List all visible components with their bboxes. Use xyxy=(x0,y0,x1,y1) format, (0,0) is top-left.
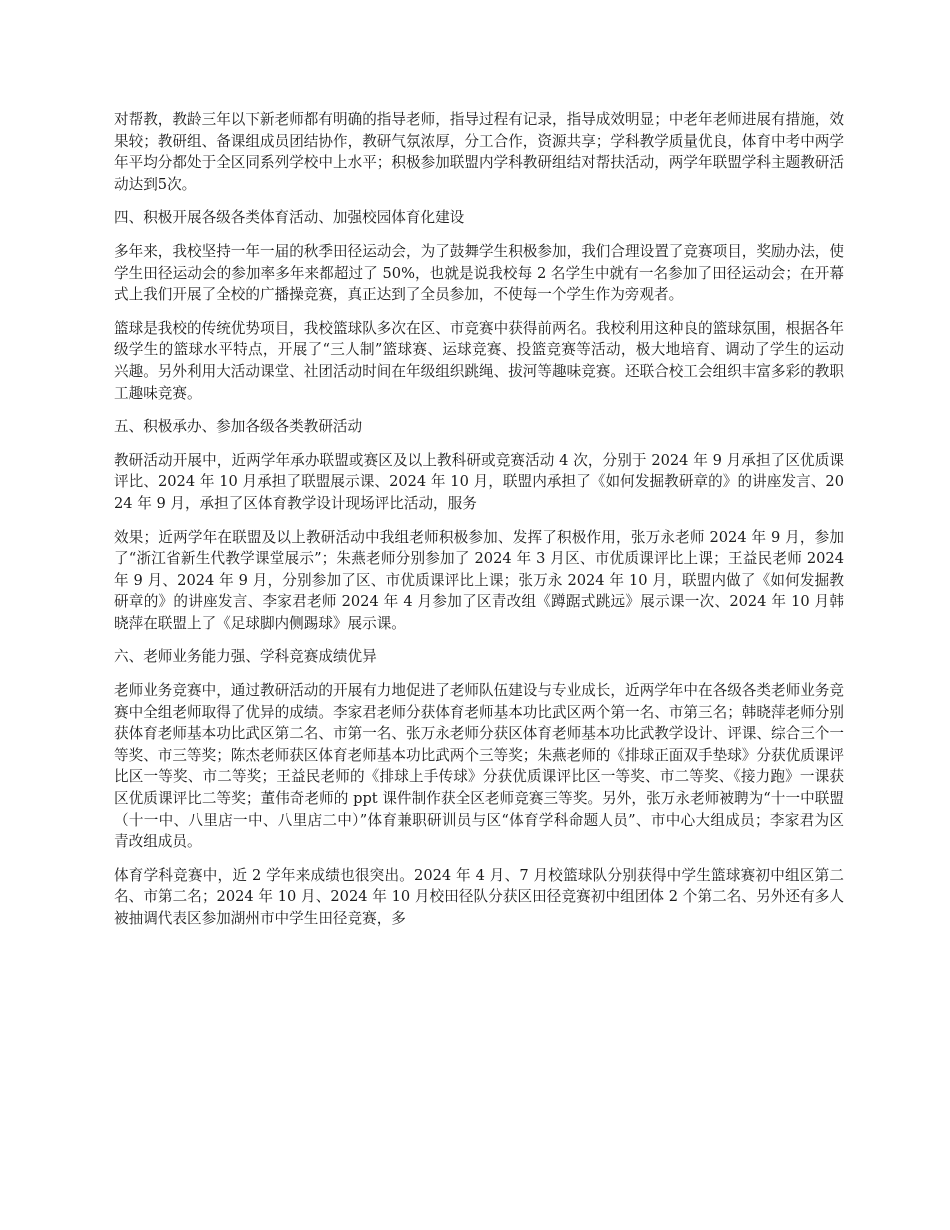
section-heading-6: 六、老师业务能力强、学科竞赛成绩优异 xyxy=(114,648,377,666)
paragraph-mentoring: 对帮教，教龄三年以下新老师都有明确的指导老师，指导过程有记录，指导成效明显；中老年老师进展有措施，效果较；教研组、备课组成员团结协作，教研气氛浓厚，分工合作，资源共享；学科教学质量优良，体育中考中两学年平均分都处于全区同系列学校中上水平；积极参加联盟内学科教研组结对帮扶活动，两学年联盟学科主题教研活动达到5次。 xyxy=(114,111,844,193)
paragraph-student-competitions: 体育学科竞赛中，近 2 学年来成绩也很突出。2024 年 4 月、7 月校篮球队分别获得中学生篮球赛初中组区第二名、市第二名；2024 年 10 月、2024 年 10 月校田径队分获区田径竞赛初中组团体 2 个第二名、另外还有多人被抽调代表区参加湖州市中学生田径竞赛，多 xyxy=(114,866,844,927)
paragraph-track-meet: 多年来，我校坚持一年一届的秋季田径运动会，为了鼓舞学生积极参加，我们合理设置了竞赛项目，奖励办法，使学生田径运动会的参加率多年来都超过了 50%，也就是说我校每 2 名学生中就有一名参加了田径运动会；在开幕式上我们开展了全校的广播操竞赛，真正达到了全员参加，不使每一个学生作为旁观者。 xyxy=(114,242,844,304)
paragraph-research-effect: 效果；近两学年在联盟及以上教研活动中我组老师积极参加、发挥了积极作用，张万永老师 2024 年 9 月，参加了“浙江省新生代教学课堂展示”；朱燕老师分别参加了 2024 年 3 月区、市优质课评比上课；王益民老师 2024 年 9 月、2024 年 9 月，分别参加了区、市优质课评比上课；张万永 2024 年 10 月，联盟内做了《如何发掘教研章的》的讲座发言、李家君老师 2024 年 4 月参加了区青改组《蹲踞式跳远》展示课一次、2024 年 10 月韩晓萍在联盟上了《足球脚内侧踢球》展示课。 xyxy=(114,528,844,632)
section-heading-5: 五、积极承办、参加各级各类教研活动 xyxy=(114,418,363,436)
section-heading-4: 四、积极开展各级各类体育活动、加强校园体育化建设 xyxy=(114,209,465,227)
paragraph-basketball: 篮球是我校的传统优势项目，我校篮球队多次在区、市竞赛中获得前两名。我校利用这种良的篮球氛围，根据各年级学生的篮球水平特点，开展了“三人制”篮球赛、运球竞赛、投篮竞赛等活动，极大地培育、调动了学生的运动兴趣。另外利用大活动课堂、社团活动时间在年级组织跳绳、拔河等趣味竞赛。还联合校工会组织丰富多彩的教职工趣味竞赛。 xyxy=(114,319,844,402)
paragraph-teacher-competitions: 老师业务竞赛中，通过教研活动的开展有力地促进了老师队伍建设与专业成长，近两学年中在各级各类老师业务竞赛中全组老师取得了优异的成绩。李家君老师分获体育老师基本功比武区两个第一名、市第三名；韩晓萍老师分别获体育老师基本功比武区第二名、市第一名、张万永老师分获区体育老师基本功比武教学设计、评课、综合三个一等奖、市三等奖；陈杰老师获区体育老师基本功比武两个三等奖；朱燕老师的《排球正面双手垫球》分获优质课评比区一等奖、市二等奖；王益民老师的《排球上手传球》分获优质课评比区一等奖、市二等奖、《接力跑》一课获区优质课评比二等奖；董伟奇老师的 ppt 课件制作获全区老师竞赛三等奖。另外，张万永老师被聘为“十一中联盟（十一中、八里店一中、八里店二中）”体育兼职研训员与区“体育学科命题人员”、市中心大组成员；李家君为区青改组成员。 xyxy=(114,682,844,851)
paragraph-research-hosting: 教研活动开展中，近两学年承办联盟或赛区及以上教科研或竞赛活动 4 次，分别于 2024 年 9 月承担了区优质课评比、2024 年 10 月承担了联盟展示课、2024 年 10 月，联盟内承担了《如何发掘教研章的》的讲座发言、2024 年 9 月，承担了区体育教学设计现场评比活动，服务 xyxy=(114,451,844,512)
document-page xyxy=(114,109,844,942)
